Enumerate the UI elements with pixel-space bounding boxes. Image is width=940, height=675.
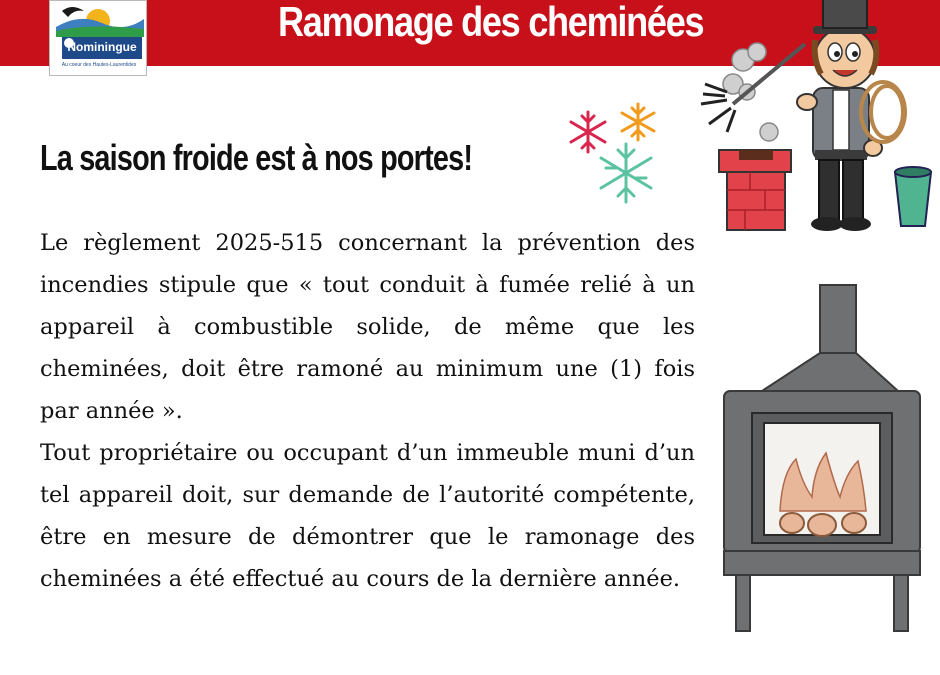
section-heading: La saison froide est à nos portes! — [40, 137, 473, 178]
wood-stove-illustration — [722, 283, 927, 638]
page-title: Ramonage des cheminées — [278, 0, 704, 45]
nominingue-logo[interactable] — [49, 0, 147, 76]
snowflakes-illustration — [562, 98, 672, 208]
paragraph-1: Le règlement 2025-515 concernant la prévention des incendies stipule que « tout conduit à fumée relié à un appareil à combustible solide, de même que les cheminées, doit être ramoné au minimum une (1) fois par année ». — [40, 230, 695, 424]
logo-name: Nominingue — [67, 40, 137, 54]
snowflake-icon-pink — [571, 112, 605, 152]
snowflake-icon-green — [601, 144, 651, 202]
body-text — [40, 222, 695, 600]
logo-tagline: Au coeur des Hautes-Laurentides — [61, 62, 137, 68]
chimney-sweep-illustration — [695, 0, 935, 245]
snowflake-icon-orange — [622, 104, 654, 140]
paragraph-2: Tout propriétaire ou occupant d’un immeuble muni d’un tel appareil doit, sur demande de l’autorité compétente, être en mesure de démontrer que le ramonage des cheminées a été effectué au cours de la dernière année. — [40, 440, 695, 592]
